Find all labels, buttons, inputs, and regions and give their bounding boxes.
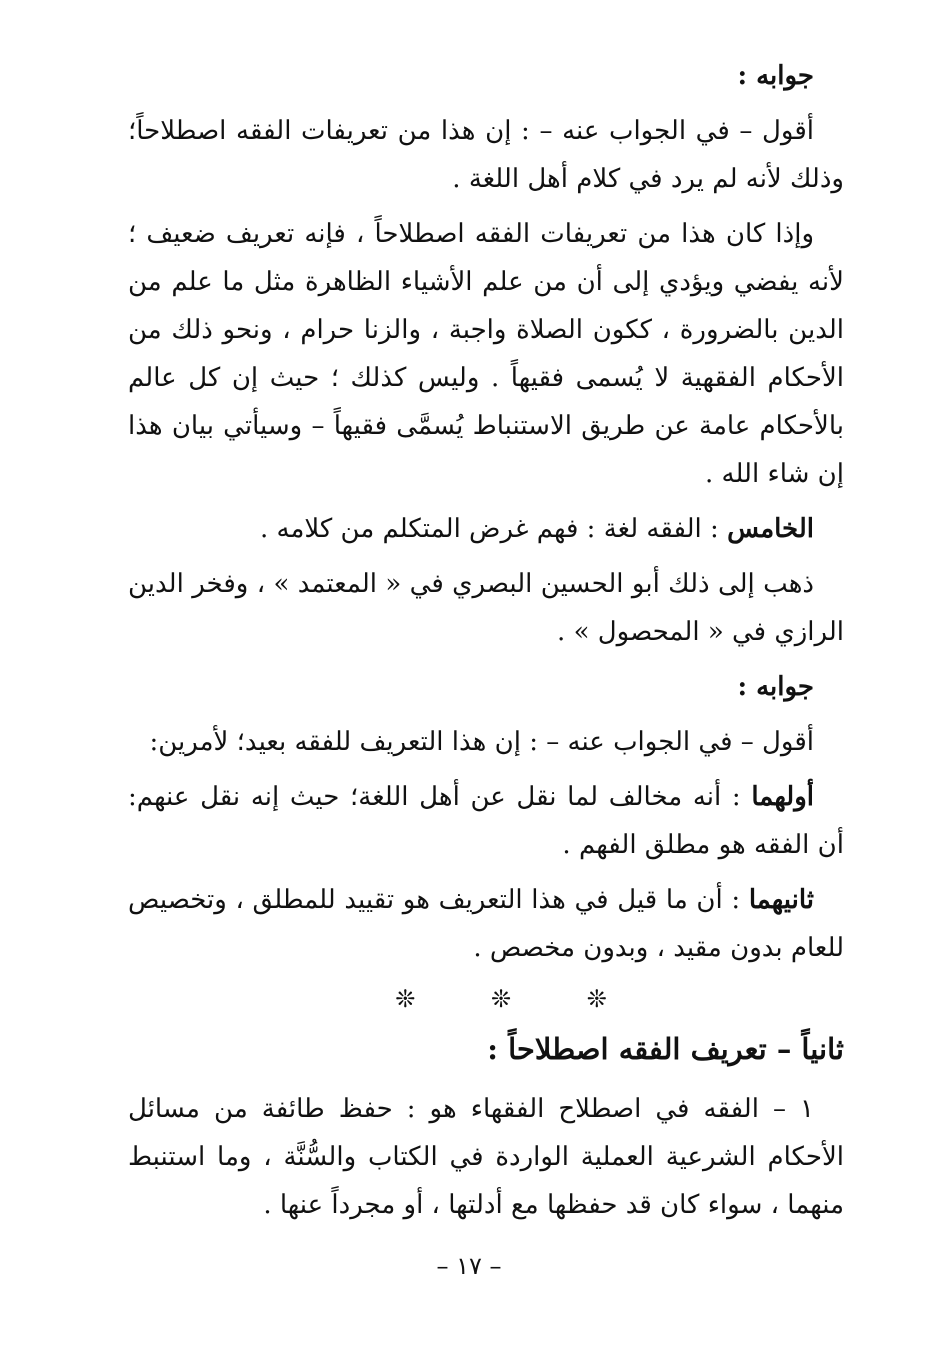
- answer-paragraph-1: أقول – في الجواب عنه – : إن هذا من تعريفات الفقه اصطلاحاً؛ وذلك لأنه لم يرد في كلام أهل اللغة .: [128, 116, 844, 194]
- answer-label-2: جوابه :: [737, 672, 814, 702]
- second-reason-lead: ثانيهما: [748, 885, 814, 915]
- page-number: – ١٧ –: [436, 1252, 502, 1280]
- first-reason-lead: أولهما: [751, 782, 814, 812]
- fifth-lead: الخامس: [727, 514, 814, 544]
- separator-star-icon: ❊: [395, 985, 416, 1013]
- section-heading: ثانياً – تعريف الفقه اصطلاحاً :: [487, 1032, 844, 1066]
- fifth-text: : الفقه لغة : فهم غرض المتكلم من كلامه .: [259, 514, 728, 544]
- page-content: [128, 52, 844, 1342]
- fifth-source-paragraph: ذهب إلى ذلك أبو الحسين البصري في « المعتمد » ، وفخر الدين الرازي في « المحصول » .: [128, 569, 844, 647]
- separator-star-icon: ❊: [586, 985, 607, 1013]
- definition-paragraph-1: ١ – الفقه في اصطلاح الفقهاء هو : حفظ طائفة من مسائل الأحكام الشرعية العملية الواردة في الكتاب والسُّنَّة ، وما استنبط منهما ، سواء كان قد حفظها مع أدلتها ، أو مجرداً عنها .: [128, 1094, 844, 1220]
- weakness-paragraph: وإذا كان هذا من تعريفات الفقه اصطلاحاً ، فإنه تعريف ضعيف ؛ لأنه يفضي ويؤدي إلى أن من علم الأشياء الظاهرة مثل ما علم من الدين بالضرورة ، ككون الصلاة واجبة ، والزنا حرام ، ونحو ذلك من الأحكام الفقهية لا يُسمى فقيهاً . وليس كذلك ؛ حيث إن كل عالم بالأحكام عامة عن طريق الاستنباط يُسمَّى فقيهاً – وسيأتي بيان هذا إن شاء الله .: [128, 219, 844, 489]
- separator-star-icon: ❊: [490, 985, 512, 1013]
- first-reason-text: : أنه مخالف لما نقل عن أهل اللغة؛ حيث إنه نقل عنهم: أن الفقه هو مطلق الفهم .: [128, 782, 844, 860]
- answer-label-1: جوابه :: [737, 61, 814, 91]
- second-reason: [128, 876, 844, 972]
- first-reason: [128, 773, 844, 869]
- second-reason-text: : أن ما قيل في هذا التعريف هو تقييد للمطلق ، وتخصيص للعام بدون مقيد ، وبدون مخصص .: [128, 885, 844, 963]
- section-separator: [128, 979, 844, 1019]
- fifth-definition: [128, 505, 844, 553]
- answer-paragraph-2: أقول – في الجواب عنه – : إن هذا التعريف للفقه بعيد؛ لأمرين:: [149, 727, 814, 757]
